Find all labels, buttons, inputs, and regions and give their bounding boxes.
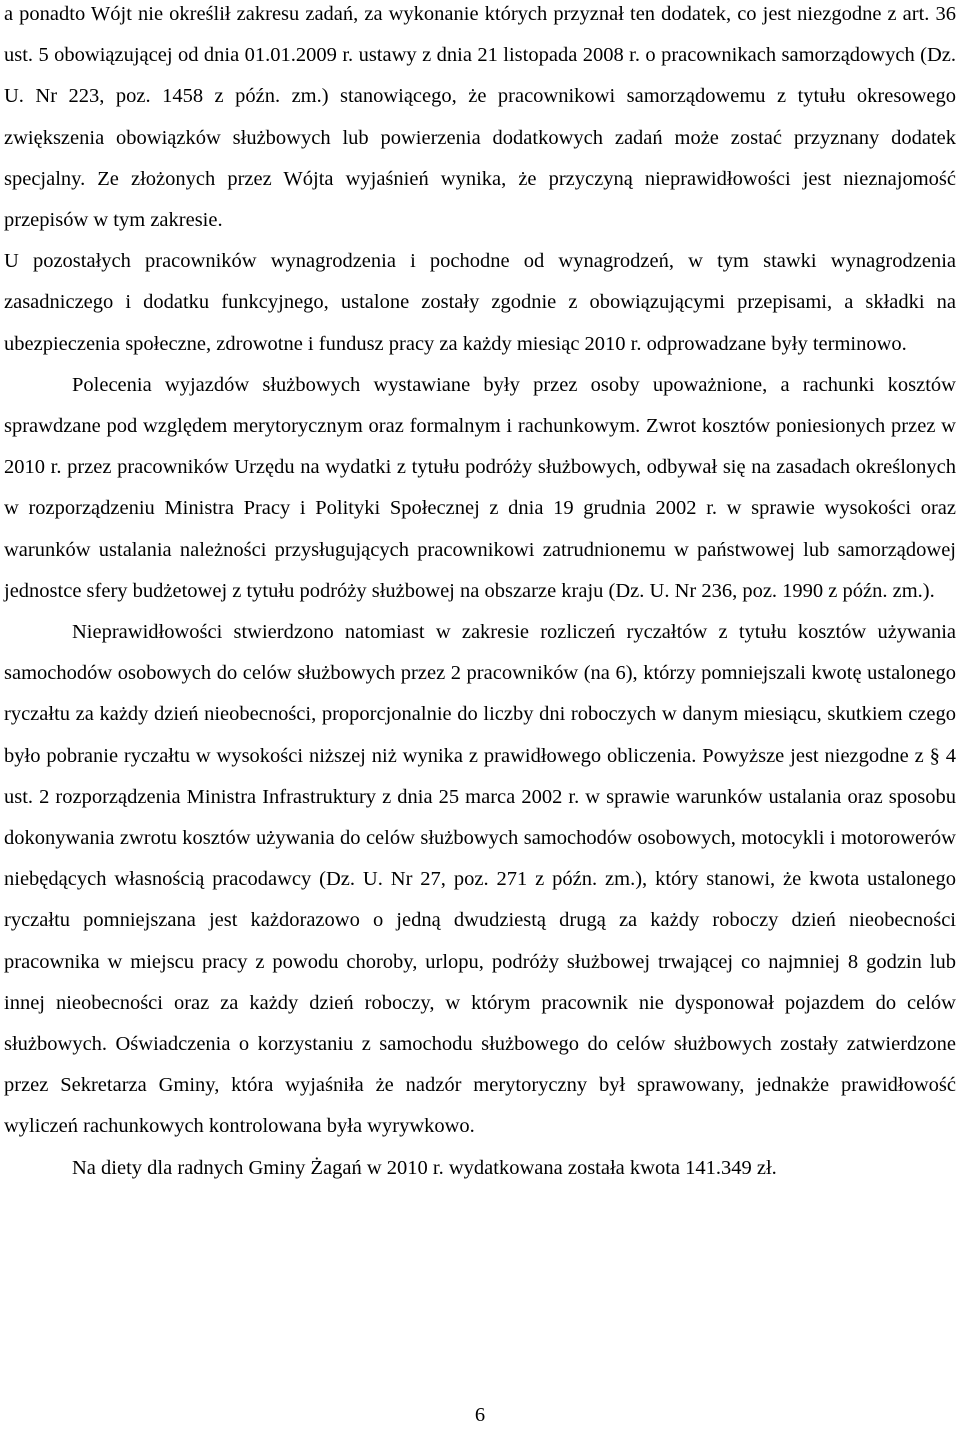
- document-page: [4, 0, 956, 1189]
- paragraph-4: Nieprawidłowości stwierdzono natomiast w zakresie rozliczeń ryczałtów z tytułu kosztów używania samochodów osobowych do celów służbowych przez 2 pracowników (na 6), którzy pomniejszali kwotę ustalonego ryczałtu za każdy dzień nieobecności, proporcjonalnie do liczby dni roboczych w danym miesiącu, skutkiem czego było pobranie ryczałtu w wysokości niższej niż wynika z prawidłowego obliczenia. Powyższe jest niezgodne z § 4 ust. 2 rozporządzenia Ministra Infrastruktury z dnia 25 marca 2002 r. w sprawie warunków ustalania oraz sposobu dokonywania zwrotu kosztów używania do celów służbowych samochodów osobowych, motocykli i motorowerów niebędących własnością pracodawcy (Dz. U. Nr 27, poz. 271 z późn. zm.), który stanowi, że kwota ustalonego ryczałtu pomniejszana jest każdorazowo o jedną dwudziestą drugą za każdy roboczy dzień nieobecności pracownika w miejscu pracy z powodu choroby, urlopu, podróży służbowej trwającej co najmniej 8 godzin lub innej nieobecności oraz za każdy dzień roboczy, w którym pracownik nie dysponował pojazdem do celów służbowych. Oświadczenia o korzystaniu z samochodu służbowego do celów służbowych zostały zatwierdzone przez Sekretarza Gminy, która wyjaśniła że nadzór merytoryczny był sprawowany, jednakże prawidłowość wyliczeń rachunkowych kontrolowana była wyrywkowo.: [4, 621, 956, 1138]
- paragraph-5: Na diety dla radnych Gminy Żagań w 2010 r. wydatkowana została kwota 141.349 zł.: [72, 1156, 777, 1179]
- paragraph-2: U pozostałych pracowników wynagrodzenia i pochodne od wynagrodzeń, w tym stawki wynagrodzenia zasadniczego i dodatku funkcyjnego, ustalone zostały zgodnie z obowiązującymi przepisami, a składki na ubezpieczenia społeczne, zdrowotne i fundusz pracy za każdy miesiąc 2010 r. odprowadzane były terminowo.: [4, 250, 956, 355]
- paragraph-3: Polecenia wyjazdów służbowych wystawiane były przez osoby upoważnione, a rachunki kosztów sprawdzane pod względem merytorycznym oraz formalnym i rachunkowym. Zwrot kosztów poniesionych przez w 2010 r. przez pracowników Urzędu na wydatki z tytułu podróży służbowych, odbywał się na zasadach określonych w rozporządzeniu Ministra Pracy i Polityki Społecznej z dnia 19 grudnia 2002 r. w sprawie wysokości oraz warunków ustalania należności przysługujących pracownikowi zatrudnionemu w państwowej lub samorządowej jednostce sfery budżetowej z tytułu podróży służbowej na obszarze kraju (Dz. U. Nr 236, poz. 1990 z późn. zm.).: [4, 373, 956, 602]
- page-number: 6: [474, 1404, 486, 1426]
- paragraph-1: a ponadto Wójt nie określił zakresu zadań, za wykonanie których przyznał ten dodatek, co jest niezgodne z art. 36 ust. 5 obowiązującej od dnia 01.01.2009 r. ustawy z dnia 21 listopada 2008 r. o pracownikach samorządowych (Dz. U. Nr 223, poz. 1458 z późn. zm.) stanowiącego, że pracownikowi samorządowemu z tytułu okresowego zwiększenia obowiązków służbowych lub powierzenia dodatkowych zadań może zostać przyznany dodatek specjalny. Ze złożonych przez Wójta wyjaśnień wynika, że przyczyną nieprawidłowości jest nieznajomość przepisów w tym zakresie.: [4, 3, 956, 232]
